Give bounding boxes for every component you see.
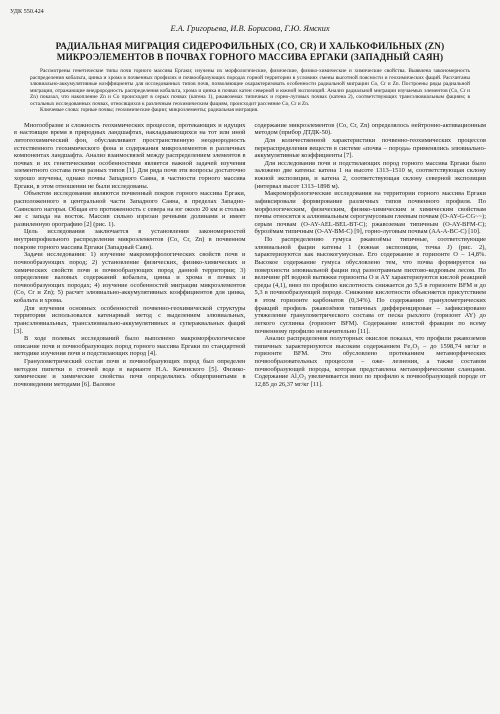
paragraph: Задачи исследования: 1) изучение макроморфологических свойств почв и почвообразующих пород; 2) установление физических, физико-химических и химических свойств почв и почвообразующих пород данной территории; 3) определение валовых содержаний кобальта, цинка и хрома в почвах и почвообразующих породах; 4) изучение особенностей миграции микроэлементов (Co, Cr и Zn); 5) расчет элювиально-аккумулятивных коэффициентов для цинка, кобальта и хрома.	[14, 251, 246, 305]
paragraph: Цель исследования заключается в установлении закономерностей внутрипрофильного распределения микроэлементов (Co, Cr, Zn) в почвенном покрове горного массива Ергаки (Западный Саян).	[14, 228, 246, 251]
left-column	[14, 122, 246, 389]
right-column	[255, 122, 487, 389]
paragraph: Для изучения основных особенностей почвенно-геохимической структуры территории использовался катенарный метод с выделением элювиальных, трансэлювиальных, трансэлювиально-аккумулятивных и супераквальных фаций [3].	[14, 304, 246, 335]
paragraph: Для количественной характеристики почвенно-геохимических процессов перераспределения веществ в системе «почва – порода» применялись элювиально-аккумулятивные коэффициенты [7].	[254, 136, 486, 160]
body-columns	[14, 122, 486, 389]
paragraph: В ходе полевых исследований было выполнено макроморфологическое описание почв и почвообразующих пород горного массива Ергаки по стандартной методике изучения почв и подстилающих пород [4].	[14, 335, 246, 358]
title-line-2: МИКРОЭЛЕМЕНТОВ В ПОЧВАХ ГОРНОГО МАССИВА ЕРГАКИ (ЗАПАДНЫЙ САЯН)	[56, 51, 444, 62]
abstract: Рассмотрены генетические типы почв горного массива Ергаки; изучены их морфологические, физические, физико-химические и химические свойства. Выявлена закономерность распределения кобальта, цинка и хрома в почвенных профилях и почвообразующих породах горной территории в условиях смены высотной поясности и геохимических фаций. Рассчитаны элювиально-аккумулятивные коэффициенты для исследованных типов почв, позволяющие охарактеризовать особенности радиальной миграции Co, Cr и Zn. Построены ряды радиальной миграции, отражающие внедрородность распределения кобальта, хрома и цинка в почвах катен северной и южной экспозиций. Анализ радиальной миграции изучаемых элементов (Co, Cr и Zn) показал, что накопление Zn и Co происходит в серых почвах (катена 1), ржавоземах типичных и горно-луговых почвах (катена 2), соответствующих трансэлювиальным фациям; в остальных исследованных почвах, относящихся к различным геохимическим фациям, происходит рассеяние Co, Cr и Zn.	[30, 68, 470, 107]
paragraph: Объектом исследования являются почвенный покров горного массива Ергаки, расположенного в центральной части Западного Саяна, в пределах Западно-Саянского нагорья. Общая его протяженность с севера на юг около 20 км и столько же с запада на восток. Массив сильно изрезан речными долинами и имеет развиленную орографию [2] (рис. 1).	[14, 190, 246, 228]
title-line-1: РАДИАЛЬНАЯ МИГРАЦИЯ СИДЕРОФИЛЬНЫХ (CO, CR) И ХАЛЬКОФИЛЬНЫХ (ZN)	[55, 41, 445, 51]
paragraph: Для исследования почв и подстилающих пород горного массива Ергаки было заложено две катены: катена 1 на высоте 1313–1510 м, соответствующая склону южной экспозиции, и катена 2, соответствующая склону северной экспозиции (интервал высот 1313–1898 м).	[254, 159, 486, 190]
paragraph: По распределению гумуса ржавозёмы типичные, соответствующие элювиальной фации катены 1 (южная экспозиция, точка J) (рис. 2), характеризуются как высокогумусные. Его содержание в горизонте О – 14,8%. Высокое содержание гумуса обусловлено тем, что почва формируется на поверхности элювиальной фации под разнотравным пихтово-кедровым лесом. По величине pH водной вытяжки горизонты О и АY характеризуются кислой реакцией среды (4,1), вниз по профилю кислотность снижается до 5,5 в горизонте BFM и до 5,3 в почвообразующей породе. Снижение кислотности объясняется присутствием в этом горизонте карбонатов (0,34%). По содержанию гранулометрических фракций профиль ржавозёмов типичных дифференцирован – зафиксировано утяжеление гранулометрического состава от песка рыхлого (горизонт AY) до легкого суглинка (горизонт BFM). Содержание илистой фракции по всему почвенному профилю незначительно [11].	[254, 236, 486, 335]
paragraph: Многообразие и сложность геохимических процессов, протекающих и идущих в настоящее время в природных ландшафтах, накладывающихся на тот или иной литогеохимический фон, обуславливают пространственную неоднородность естественного геохимического фона и содержания микроэлементов в различных компонентах ландшафта. Анализ взаимосвязей между распределением элементов в почвах и их генетическими особенностями является важной задачей изучения элементного состава почв разных типов [1]. Для ряда почв эти вопросы достаточно хорошо изучены, однако почвы Западного Саяна, в частности горного массива Ергаки, в этом отношении не были исследованы.	[14, 121, 246, 190]
udk-code: УДК 550.424	[10, 8, 44, 15]
keywords: Ключевые слова: горные почвы; геохимические фации; микроэлементы; радиальная миграция.	[40, 107, 259, 114]
paragraph: Анализ распределения полуторных окислов показал, что профили ржавоземов типичных характеризуются высоким содержанием Fe₂O₃ – до 1598,74 мг/кг в горизонте BFM. Это обусловлено протеканием метаморфических почвообразовательных процессов – оже- лезнения, а также составом почвообразующей породы, которая представлена метаморфическими сланцами. Содержание Al₂O₃ увеличивается вниз по профилю к почвообразующей породе от 12,85 до 26,37 мг/кг [11].	[254, 335, 486, 388]
article-title	[14, 41, 486, 62]
paragraph: Макроморфологические исследования на территории горного массива Ергаки зафиксировали формирование различных типов почвенного профиля. По морфологическим, физическим, физико-химическим и химическим свойствам почвы относятся к аллювиальным серогумусовым глеевым почвам (O-AY-G-CG~~); серым почвам (O-AY-AEL-BEL-BT-C); ржавоземам типичным (O-AY-BFM-C); бурозёмам типичным (O-AY-BM-C) [9], горно-луговым почвам (AA-A-BC-C) [10].	[254, 190, 486, 236]
paragraph: Гранулометрический состав почв и почвообразующих пород был определен методом пипетки в стоячей воде в варианте Н.А. Качинского [5]. Физико-химические и химические свойства почв определялись общепринятыми в почвоведении методами [6]. Валовое	[14, 358, 246, 388]
authors: Е.А. Григорьева, И.В. Борисова, Г.Ю. Ямских	[170, 24, 330, 33]
paragraph: содержание микроэлементов (Co, Cr, Zn) определялось нейтронно-активационным методом (прибор ДТДК-50).	[254, 121, 486, 137]
